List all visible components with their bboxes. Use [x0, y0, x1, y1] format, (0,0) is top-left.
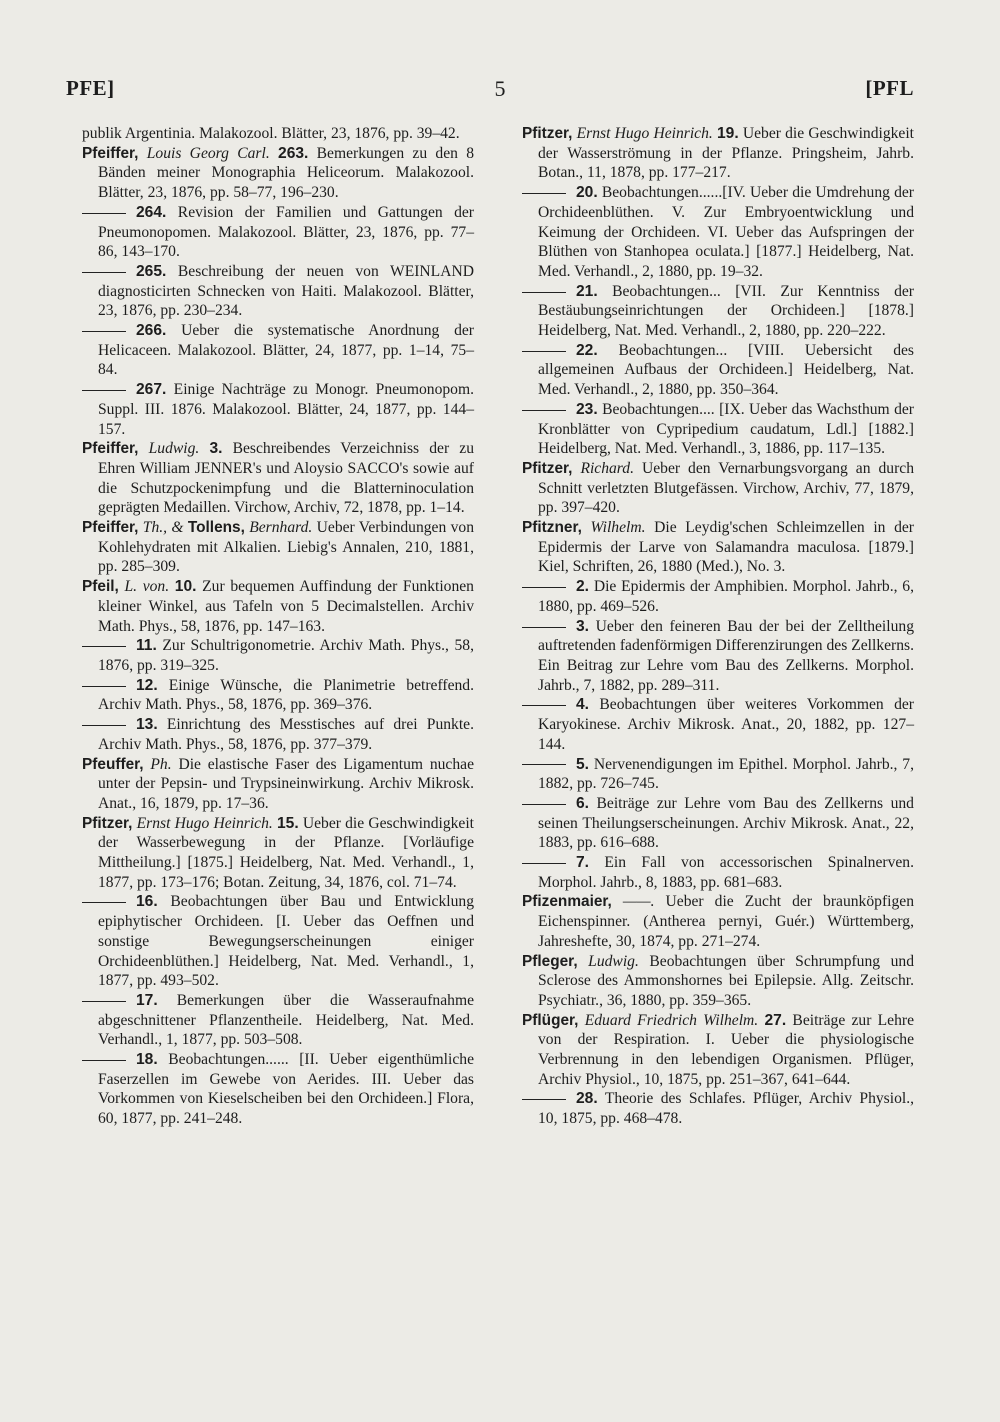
bibliography-entry — [82, 676, 474, 715]
bibliography-entry — [522, 952, 914, 1011]
author-given-name: Ludwig. — [588, 952, 639, 970]
right-column — [522, 124, 914, 1129]
bibliography-entry — [522, 892, 914, 951]
entry-number: 264. — [136, 203, 167, 221]
entry-text: Beobachtungen...... [II. Ueber eigenthümliche Faserzellen im Gewebe von Aerides. III. Ueber das Vorkommen von Kieselscheiben bei den Orchideen.] Flora, 60, 1877, pp. 241–248. — [98, 1051, 474, 1128]
entry-number: 21. — [576, 282, 598, 300]
bibliography-entry — [522, 459, 914, 518]
bibliography-entry — [82, 715, 474, 754]
entry-text: Ueber die Geschwindigkeit der Wasserströmung in der Pflanze. Pringsheim, Jahrb. Botan., 11, 1878, pp. 177–217. — [538, 125, 915, 182]
bibliography-entry — [82, 1050, 474, 1129]
bibliography-entry — [82, 892, 474, 991]
bibliography-entry — [522, 617, 914, 696]
entry-text: Beiträge zur Lehre von der Respiration. I. Ueber die physiologische Verbrennung in den lebendigen Organismen. Pflüger, Archiv Physiol., 10, 1875, pp. 251–367, 641–644. — [538, 1011, 915, 1088]
entry-text: Beobachtungen.... [IX. Ueber das Wachsthum der Kronblätter von Cypripedium caudatum, Ldl.] [1882.] Heidelberg, Nat. Med. Verhandl., 3, 1886, pp. 117–135. — [538, 400, 914, 458]
author-given-name: Ph. — [150, 755, 172, 773]
page-number: 5 — [494, 76, 506, 101]
entry-text: Bemerkungen über die Wasseraufnahme abgeschnittener Pflanzentheile. Heidelberg, Nat. Med. Verhandl., 1, 1877, pp. 503–508. — [98, 991, 474, 1049]
author-given-name: Louis Georg Carl. — [146, 144, 270, 162]
ditto-dash — [522, 587, 566, 588]
bibliography-entry — [82, 755, 474, 814]
entry-text: Ueber Verbindungen von Kohlehydraten mit Alkalien. Liebig's Annalen, 210, 1881, pp. 285–309. — [98, 519, 474, 576]
author-surname: Pfitzner, — [522, 519, 582, 537]
entry-text: Nervenendigungen im Epithel. Morphol. Jahrb., 7, 1882, pp. 726–745. — [538, 755, 914, 793]
author-surname: Pfitzer, — [82, 814, 133, 832]
bibliography-entry — [522, 577, 914, 616]
ditto-dash — [82, 331, 126, 332]
entry-number: 23. — [576, 400, 598, 418]
entry-text: Einige Nachträge zu Monogr. Pneumonopom. Suppl. III. 1876. Malakozool. Blätter, 24, 1877, pp. 144–157. — [98, 381, 474, 438]
author-surname: Pfeiffer, — [82, 440, 139, 458]
entry-text: Beobachtungen über weiteres Vorkommen der Karyokinese. Archiv Mikrosk. Anat., 20, 1882, pp. 127–144. — [538, 696, 914, 753]
entry-number: 15. — [276, 814, 299, 832]
author-surname: Pfeiffer, — [82, 519, 139, 537]
entry-text: Ueber den Vernarbungsvorgang an durch Schnitt verletzten Blutgefässen. Virchow, Archiv, 77, 1879, pp. 397–420. — [538, 459, 914, 517]
author-surname: Pfitzer, — [522, 125, 573, 142]
entry-text: Beobachtungen über Schrumpfung und Sclerose des Ammonshornes bei Epilepsie. Allg. Zeitschr. Psychiatr., 36, 1880, pp. 359–365. — [538, 952, 914, 1009]
entry-text: Beiträge zur Lehre vom Bau des Zellkerns und seinen Theilungserscheinungen. Archiv Mikrosk. Anat., 22, 1883, pp. 616–688. — [538, 794, 914, 852]
author-surname: Pfeil, — [82, 578, 119, 596]
entry-number: 27. — [764, 1011, 787, 1029]
bibliography-entry — [82, 439, 474, 518]
ditto-dash — [522, 863, 566, 864]
entry-number: 265. — [136, 262, 167, 280]
page-header — [0, 76, 1000, 106]
ditto-dash — [82, 725, 126, 726]
author-given-name: L. von. — [124, 578, 170, 596]
ditto-dash — [82, 272, 126, 273]
entry-text: Bemerkungen zu den 8 Bänden meiner Monographia Heliceorum. Malakozool. Blätter, 23, 1876, pp. 58–77, 196–230. — [98, 144, 474, 202]
entry-text: Beschreibendes Verzeichniss der zu Ehren William JENNER's und Aloysio SACCO's sowie auf die Schutzpockenimpfung und die Blatterninoculation geprägten Medaillen. Virchow, Archiv, 72, 1878, pp. 1–14. — [98, 440, 474, 517]
entry-number: 12. — [136, 676, 158, 694]
entry-text: Beobachtungen über Bau und Entwicklung epiphytischer Orchideen. [I. Ueber das Oeffnen und sonstige Bewegungserscheinungen einiger Orchideenblüthen.] Heidelberg, Nat. Med. Verhandl., 1, 1877, pp. 493–502. — [98, 893, 474, 990]
author-given-name: Th., & — [142, 519, 188, 537]
entry-text: Beobachtungen... [VIII. Uebersicht des allgemeinen Aufbaus der Orchideen.] Heidelberg, Nat. Med. Verhandl., 2, 1880, pp. 350–364. — [538, 341, 914, 399]
entry-text: Einrichtung des Messtisches auf drei Punkte. Archiv Math. Phys., 58, 1876, pp. 377–379. — [98, 716, 474, 753]
bibliography-entry — [522, 853, 914, 892]
entry-number: 3. — [209, 440, 223, 458]
entry-text: Theorie des Schlafes. Pflüger, Archiv Physiol., 10, 1875, pp. 468–478. — [538, 1090, 914, 1128]
entry-number: 11. — [136, 637, 157, 655]
bibliography-entry — [82, 991, 474, 1050]
entry-number: 18. — [136, 1051, 158, 1069]
author-surname: Pfeuffer, — [82, 755, 144, 773]
entry-text: Ueber die Zucht der braunköpfigen Eichenspinner. (Antherea pernyi, Guér.) Württemberg, Jahreshefte, 30, 1874, pp. 271–274. — [538, 893, 914, 950]
author-surname: Pflüger, — [522, 1011, 579, 1029]
header-left-range: PFE] — [66, 76, 115, 100]
ditto-dash — [82, 1001, 126, 1002]
entry-text: Ueber den feineren Bau der bei der Zelltheilung auftretenden fadenförmigen Differenzirungen des Zellkerns. Ein Beitrag zur Lehre vom Bau des Zellkerns. Morphol. Jahrb., 7, 1882, pp. 289–311. — [538, 617, 914, 694]
entry-number: 10. — [174, 578, 197, 596]
entry-number: 17. — [136, 991, 158, 1009]
bibliography-entry — [82, 636, 474, 675]
entry-text: Die elastische Faser des Ligamentum nuchae unter der Pepsin- und Trypsineinwirkung. Archiv Mikrosk. Anat., 16, 1879, pp. 17–36. — [98, 755, 474, 812]
author-given-name: Ernst Hugo Heinrich. — [576, 125, 713, 142]
bibliography-entry — [82, 577, 474, 636]
bibliography-entry — [82, 262, 474, 321]
ditto-dash — [522, 1099, 566, 1100]
author-given-name: ——. — [622, 893, 655, 911]
ditto-dash — [522, 627, 566, 628]
entry-number: 16. — [136, 893, 158, 911]
ditto-dash — [82, 646, 126, 647]
entry-text: publik Argentinia. Malakozool. Blätter, 23, 1876, pp. 39–42. — [82, 125, 460, 142]
bibliography-entry — [522, 695, 914, 754]
entry-text: Revision der Familien und Gattungen der Pneumonopomen. Malakozool. Blätter, 23, 1876, pp. 77–86, 143–170. — [98, 203, 474, 261]
entry-number: 22. — [576, 341, 598, 359]
author-given-name: Ludwig. — [148, 440, 200, 458]
bibliography-entry — [522, 755, 914, 794]
bibliography-entry — [82, 124, 474, 144]
author-given-name: Eduard Friedrich Wilhelm. — [584, 1011, 759, 1029]
entry-number: 263. — [278, 144, 309, 162]
author-given-name: Bernhard. — [249, 519, 313, 537]
entry-text: Beschreibung der neuen von WEINLAND diagnosticirten Schnecken von Haiti. Malakozool. Blätter, 23, 1876, pp. 230–234. — [98, 262, 474, 320]
ditto-dash — [82, 390, 126, 391]
entry-number: 3. — [576, 617, 590, 635]
entry-number: 4. — [576, 696, 590, 714]
bibliography-entry — [82, 144, 474, 203]
bibliography-entry — [522, 341, 914, 400]
ditto-dash — [522, 193, 566, 194]
entry-text: Einige Wünsche, die Planimetrie betreffend. Archiv Math. Phys., 58, 1876, pp. 369–376. — [98, 676, 474, 714]
entry-number: 6. — [576, 794, 590, 812]
ditto-dash — [522, 410, 566, 411]
author-surname: Pfleger, — [522, 952, 578, 970]
ditto-dash — [82, 213, 126, 214]
entry-number: 7. — [576, 854, 590, 872]
author-surname: Tollens, — [187, 519, 245, 537]
entry-text: Die Leydig'schen Schleimzellen in der Epidermis der Larve von Salamandra maculosa. [1879.] Kiel, Schriften, 26, 1880 (Med.), No. 3. — [538, 519, 914, 576]
entry-text: Die Epidermis der Amphibien. Morphol. Jahrb., 6, 1880, pp. 469–526. — [538, 578, 915, 615]
entry-text: Zur Schultrigonometrie. Archiv Math. Phys., 58, 1876, pp. 319–325. — [98, 637, 474, 674]
author-given-name: Ernst Hugo Heinrich. — [136, 814, 273, 832]
entry-number: 13. — [136, 716, 158, 734]
ditto-dash — [522, 292, 566, 293]
bibliography-entry — [82, 518, 474, 577]
entry-number: 19. — [716, 125, 739, 142]
bibliography-entry — [522, 1011, 914, 1090]
bibliography-entry — [522, 1089, 914, 1128]
author-surname: Pfitzer, — [522, 459, 573, 477]
bibliography-entry — [522, 794, 914, 853]
entry-number: 266. — [136, 322, 167, 340]
bibliography-entry — [82, 380, 474, 439]
entry-number: 267. — [136, 381, 167, 399]
bibliography-entry — [82, 814, 474, 893]
ditto-dash — [82, 686, 126, 687]
ditto-dash — [82, 902, 126, 903]
author-surname: Pfeiffer, — [82, 144, 139, 162]
ditto-dash — [522, 705, 566, 706]
entry-text: Zur bequemen Auffindung der Funktionen kleiner Winkel, aus Tafeln von 5 Decimalstellen. Archiv Math. Phys., 58, 1876, pp. 147–163. — [98, 578, 474, 635]
bibliography-entry — [522, 518, 914, 577]
entry-text: Ueber die Geschwindigkeit der Wasserbewegung in der Pflanze. [Vorläufige Mittheilung.] [1875.] Heidelberg, Nat. Med. Verhandl., 1, 1877, pp. 173–176; Botan. Zeitung, 34, 1876, col. 71–74. — [98, 814, 475, 891]
entry-number: 2. — [576, 578, 590, 596]
bibliography-entry — [82, 203, 474, 262]
ditto-dash — [82, 1060, 126, 1061]
entry-text: Beobachtungen......[IV. Ueber die Umdrehung der Orchideenblüthen. V. Zur Embryoentwicklung und Keimung der Orchideen. VI. Ueber das Aufspringen der Blüthen von Stanhopea oculata.] [1877.] Heidelberg, Nat. Med. Verhandl., 2, 1880, pp. 19–32. — [538, 184, 914, 280]
entry-number: 20. — [576, 184, 598, 202]
bibliography-entry — [522, 282, 914, 341]
author-given-name: Wilhelm. — [590, 519, 646, 537]
entry-text: Ein Fall von accessorischen Spinalnerven. Morphol. Jahrb., 8, 1883, pp. 681–683. — [538, 854, 914, 891]
bibliography-entry — [522, 124, 914, 183]
entry-number: 5. — [576, 755, 590, 773]
ditto-dash — [522, 764, 566, 765]
author-given-name: Richard. — [580, 459, 634, 477]
bibliography-entry — [82, 321, 474, 380]
author-surname: Pfizenmaier, — [522, 893, 612, 911]
entry-text: Ueber die systematische Anordnung der Helicaceen. Malakozool. Blätter, 24, 1877, pp. 1–14, 75–84. — [98, 322, 474, 379]
bibliography-entry — [522, 400, 914, 459]
left-column — [82, 124, 474, 1129]
entry-number: 28. — [576, 1090, 598, 1108]
entry-text: Beobachtungen... [VII. Zur Kenntniss der Bestäubungseinrichtungen der Orchideen.] [1878.] Heidelberg, Nat. Med. Verhandl., 2, 1880, pp. 220–222. — [538, 282, 914, 340]
bibliography-entry — [522, 183, 914, 282]
header-right-range: [PFL — [865, 76, 914, 100]
ditto-dash — [522, 804, 566, 805]
ditto-dash — [522, 351, 566, 352]
